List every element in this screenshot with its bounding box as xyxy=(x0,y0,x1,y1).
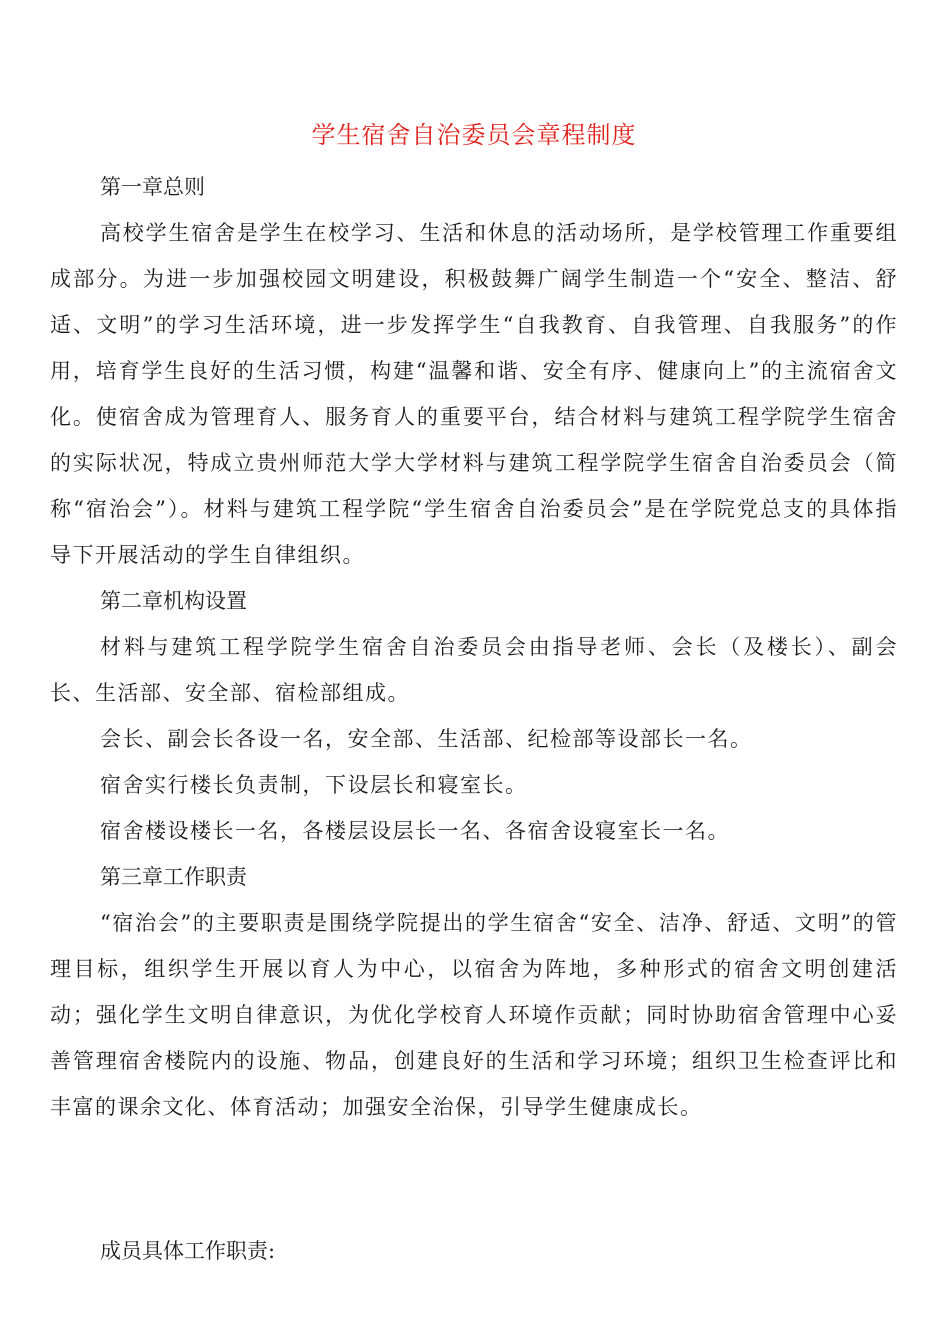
chapter-1-heading: 第一章总则 xyxy=(100,175,205,199)
chapter-3-heading: 第三章工作职责 xyxy=(100,865,247,889)
document-title: 学生宿舍自治委员会章程制度 xyxy=(311,121,637,149)
blank-space xyxy=(50,1130,898,1228)
chapter-2-paragraph-1: 材料与建筑工程学院学生宿舍自治委员会由指导老师、会长（及楼长）、副会长、生活部、安全部、宿检部组成。 xyxy=(50,635,898,705)
chapter-2-paragraph-4: 宿舍楼设楼长一名，各楼层设层长一名、各宿舍设寝室长一名。 xyxy=(100,819,730,843)
chapter-2-heading: 第二章机构设置 xyxy=(100,589,247,613)
chapter-2-paragraph-3: 宿舍实行楼长负责制，下设层长和寝室长。 xyxy=(100,773,528,797)
chapter-1-paragraph-1: 高校学生宿舍是学生在校学习、生活和休息的活动场所，是学校管理工作重要组成部分。为进一步加强校园文明建设，积极鼓舞广阔学生制造一个“安全、整洁、舒适、文明”的学习生活环境，进一步发挥学生“自我教育、自我管理、自我服务”的作用，培育学生良好的生活习惯，构建“温馨和谐、安全有序、健康向上”的主流宿舍文化。使宿舍成为管理育人、服务育人的重要平台，结合材料与建筑工程学院学生宿舍的实际状况，特成立贵州师范大学大学材料与建筑工程学院学生宿舍自治委员会（简称“宿治会”）。材料与建筑工程学院“学生宿舍自治委员会”是在学院党总支的具体指导下开展活动的学生自律组织。 xyxy=(50,221,898,567)
chapter-3-paragraph-1: “宿治会”的主要职责是围绕学院提出的学生宿舍“安全、洁净、舒适、文明”的管理目标，组织学生开展以育人为中心，以宿舍为阵地，多种形式的宿舍文明创建活动；强化学生文明自律意识，为优化学校育人环境作贡献；同时协助宿舍管理中心妥善管理宿舍楼院内的设施、物品，创建良好的生活和学习环境；组织卫生检查评比和丰富的课余文化、体育活动；加强安全治保，引导学生健康成长。 xyxy=(50,911,898,1119)
members-duties-heading: 成员具体工作职责: xyxy=(100,1239,276,1263)
chapter-2-paragraph-2: 会长、副会长各设一名，安全部、生活部、纪检部等设部长一名。 xyxy=(100,727,753,751)
document-page xyxy=(50,118,898,1274)
